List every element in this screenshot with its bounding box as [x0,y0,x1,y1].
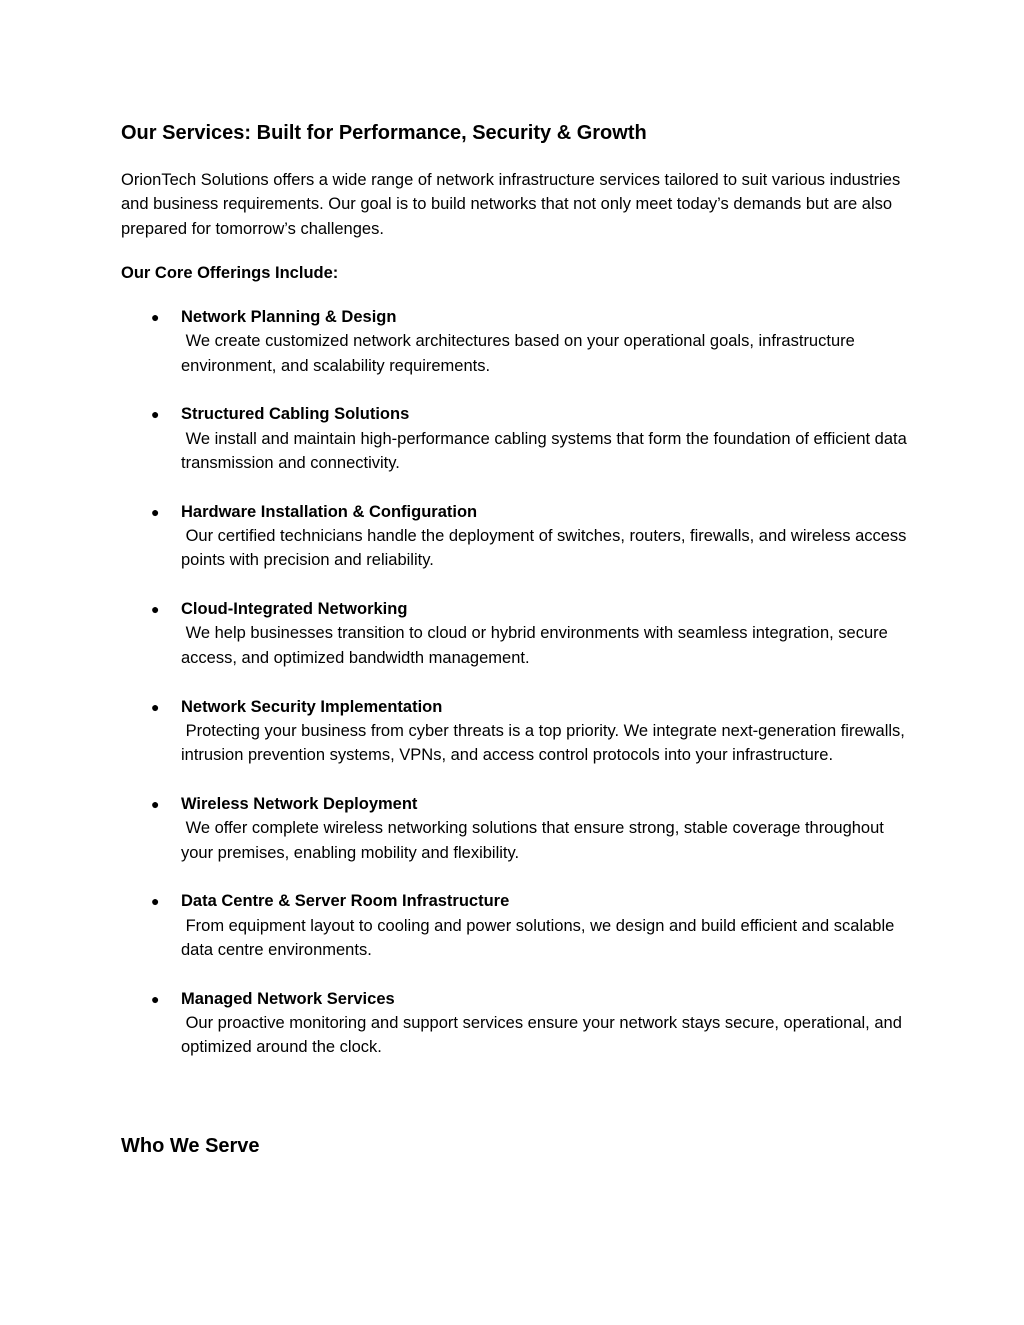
offering-title: Wireless Network Deployment [181,794,418,813]
offerings-list [121,305,911,1084]
offering-title: Cloud-Integrated Networking [181,600,408,619]
offering-title: Hardware Installation & Configuration [181,502,478,521]
offering-title: Data Centre & Server Room Infrastructure [181,892,510,911]
list-item [121,889,911,962]
list-item [121,695,911,768]
bullet-icon: ● [151,406,160,423]
bullet-icon: ● [151,893,160,910]
offering-description: We install and maintain high-performance cabling systems that form the foundation of efficient data transmission and connectivity. [181,429,912,472]
offering-description: Protecting your business from cyber threats is a top priority. We integrate next-generation firewalls, intrusion prevention systems, VPNs, and access control protocols into your infrastructure. [181,721,910,765]
offering-title: Network Planning & Design [181,308,397,326]
offering-title: Network Security Implementation [181,697,443,716]
section-heading-who-we-serve: Who We Serve [121,1135,260,1157]
list-item [121,500,911,573]
bullet-icon: ● [151,601,160,618]
offering-description: Our proactive monitoring and support services ensure your network stays secure, operational, and optimized around the clock. [181,1014,907,1057]
bullet-icon: ● [151,309,160,325]
offering-description: We help businesses transition to cloud or hybrid environments with seamless integration, secure access, and optimized bandwidth management. [181,624,893,667]
bullet-icon: ● [151,990,160,1007]
bullet-icon: ● [151,795,160,812]
offering-title: Structured Cabling Solutions [181,405,410,424]
offering-description: We create customized network architectures based on your operational goals, infrastructure environment, and scalability requirements. [181,332,860,375]
list-item [121,597,911,670]
offering-description: We offer complete wireless networking solutions that ensure strong, stable coverage throughout your premises, enabling mobility and flexibility. [181,819,889,862]
core-offerings-label: Our Core Offerings Include: [121,264,339,282]
list-item [121,305,911,378]
offering-description: Our certified technicians handle the deployment of switches, routers, firewalls, and wireless access points with precision and reliability. [181,527,912,570]
page-title: Our Services: Built for Performance, Security & Growth [121,122,647,144]
list-item [121,792,911,865]
list-item [121,402,911,475]
bullet-icon: ● [151,698,160,715]
intro-paragraph: OrionTech Solutions offers a wide range of network infrastructure services tailored to suit various industries and business requirements. Our goal is to build networks that not only meet today’s demands but are also prepared for tomorrow’s challenges. [121,171,901,238]
offering-title: Managed Network Services [181,989,395,1008]
bullet-icon: ● [151,503,160,520]
list-item [121,987,911,1060]
offering-description: From equipment layout to cooling and power solutions, we design and build efficient and scalable data centre environments. [181,916,899,959]
